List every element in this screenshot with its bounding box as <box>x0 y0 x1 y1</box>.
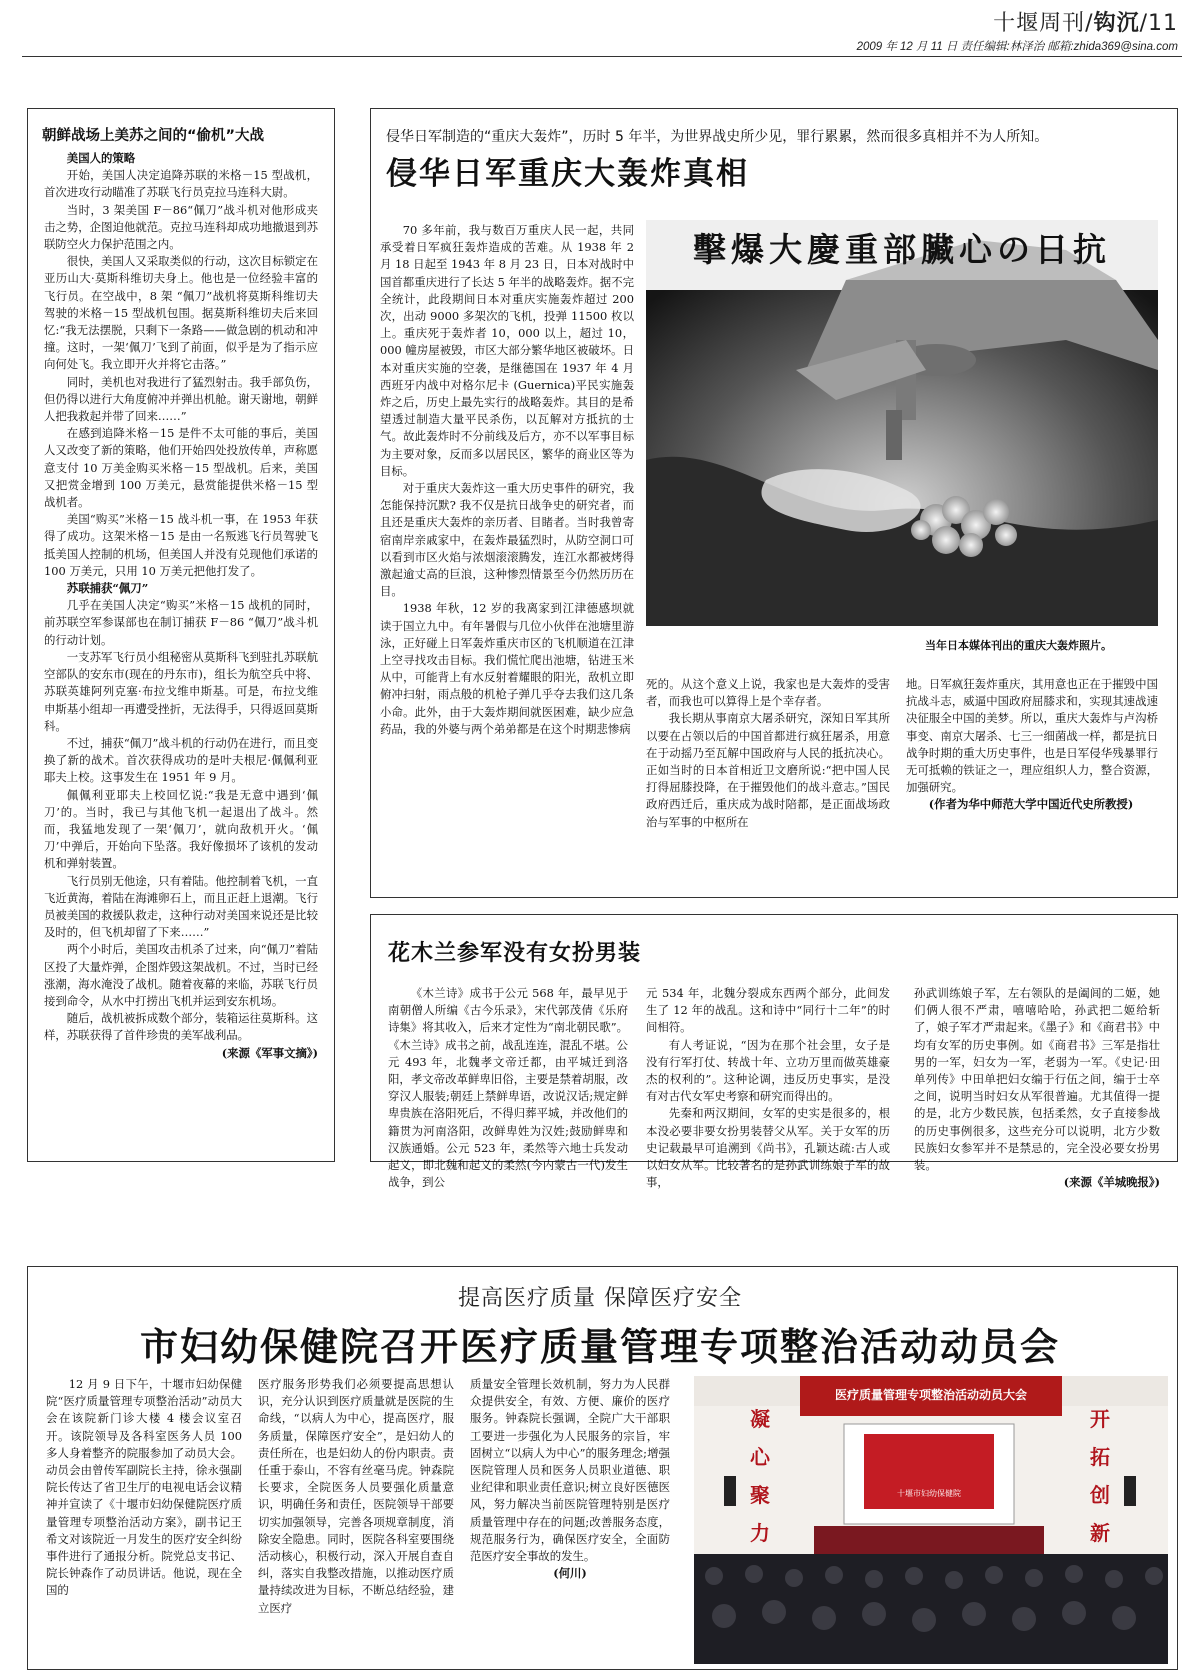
paragraph: 医疗服务形势我们必须要提高思想认识，充分认识到医疗质量就是医院的生命线，“以病人为中心，提高医疗，服务质量，保障医疗安全”，是妇幼人的责任所在，也是妇幼人的份内职责。责任重于泰山，不容有丝毫马虎。钟森院长要求，全院医务人员要强化质量意识，明确任务和责任，医院领导干部要切实加强领导，完善各项规章制度，消除安全隐患。同时，医院各科室要围绕活动核心，积极行动，深入开展自查自纠，落实自我整改措施，以推动医疗质量持续改进为目标，不断总结经验，建立医疗 <box>258 1377 454 1615</box>
hospital-subtitle: 提高医疗质量 保障医疗安全 <box>458 1286 742 1311</box>
hospital-col-2 <box>258 1376 454 1664</box>
chongqing-col-1 <box>380 222 634 882</box>
chongqing-col-2 <box>646 676 890 886</box>
paragraph: 当时，3 架美国 F－86“佩刀”战斗机对他形成夹击之势，企图迫他就范。克拉马连科却成功地撤退到苏联防空火力保护范围之内。 <box>44 202 318 252</box>
hospital-headline: 市妇幼保健院召开医疗质量管理专项整治活动动员会 <box>139 1324 1060 1369</box>
paragraph: 我长期从事南京大屠杀研究，深知日军其所以要在占领以后的中国首都进行疯狂屠杀，用意在于动摇乃至瓦解中国政府与人民的抵抗决心。正如当时的日本首相近卫文磨所说:“把中国人民打得屈膝投降，在于摧毁他们的战斗意志。”国民政府西迁后，重庆成为战时陪都，是正面战场政治与军事的中枢所在 <box>646 711 890 829</box>
paragraph: 佩佩利亚耶夫上校回忆说:“我是无意中遇到‘佩刀’的。当时，我已与其他飞机一起退出了战斗。然而，我猛地发现了一架‘佩刀’，就向敌机开火。‘佩刀’中弹后，开始向下坠落。我好像损坏了该机的发动机和弹射装置。 <box>44 787 318 871</box>
paragraph: 开始，美国人决定追降苏联的米格－15 型战机，首次进攻行动瞄准了苏联飞行员克拉马连科大尉。 <box>44 168 318 200</box>
left-article-body <box>44 150 318 1156</box>
meeting-photo <box>694 1376 1168 1664</box>
paragraph: 美国“购买”米格－15 战斗机一事，在 1953 年获得了成功。这架米格－15 是由一名叛逃飞行员驾驶飞抵美国人控制的机场，但美国人并没有兑现他们承诺的 100 万美元，只用 10 万美元把他打发了。 <box>44 512 318 578</box>
left-article-title: 朝鲜战场上美苏之间的“偷机”大战 <box>42 128 265 144</box>
page-header: 十堰周刊/钩沉/11 <box>993 11 1178 36</box>
paragraph: 12 月 9 日下午，十堰市妇幼保健院“医疗质量管理专项整治活动”动员大会在该院新门诊大楼 4 楼会议室召开。该院领导及各科室医务人员 100 多人身着整齐的院服参加了动员大会。动员会由曾传军副院长主持，徐永强副院长传达了省卫生厅的电视电话会议精神并宣读了《十堰市妇幼保健院医疗质量管理专项整治活动方案》，副书记王希文对该院近一月发生的医疗安全纠纷事件进行了通报分析。院党总支书记、院长钟森作了动员讲话。他说，现在全国的 <box>46 1377 242 1598</box>
mulan-col-1 <box>388 985 628 1190</box>
paragraph: 质量安全管理长效机制，努力为人民群众提供安全，有效、方便、廉价的医疗服务。钟森院长强调，全院广大干部职工要进一步强化为人民服务的宗旨，牢固树立“以病人为中心”的服务理念;增强医院管理人员和医务人员职业道德、职业纪律和职业责任意识;树立良好医德医风，努力解决当前医院管理特别是医疗质量管理中存在的问题;改善服务态度，规范服务行为，确保医疗安全，全面防范医疗安全事故的发生。 <box>470 1377 670 1564</box>
paragraph: 随后，战机被拆成数个部分，装箱运往莫斯科。这样，苏联获得了首件珍贵的美军战利品。 <box>44 1011 318 1043</box>
page-number: /11 <box>1139 11 1178 36</box>
paragraph: 对于重庆大轰炸这一重大历史事件的研究，我怎能保持沉默? 我不仅是抗日战争史的研究者，而且还是重庆大轰炸的亲历者、目睹者。当时我曾寄宿南岸亲戚家中，在轰炸最猛烈时，从防空洞口可以看到市区火焰与浓烟滚滚腾发，连江水都被烤得激起逾丈高的巨浪，这种惨烈情景至今仍然历历在目。 <box>380 481 634 599</box>
meeting-banner: 医疗质量管理专项整治活动动员大会 <box>834 1388 1027 1402</box>
article-headline: 侵华日军重庆大轰炸真相 <box>386 156 749 192</box>
author-credit: (作者为华中师范大学中国近代史所教授) <box>928 797 1134 812</box>
paragraph: 不过，捕获“佩刀”战斗机的行动仍在进行，而且变换了新的战术。首次获得成功的是叶夫根尼·佩佩利亚耶夫上校。这事发生在 1951 年 9 月。 <box>44 735 318 785</box>
article-lead: 侵华日军制造的“重庆大轰炸”，历时 5 年半，为世界战史所少见，罪行累累，然而很多真相并不为人所知。 <box>386 129 1049 145</box>
source-credit: (来源《羊城晚报》) <box>1063 1175 1160 1190</box>
paragraph: 飞行员别无他途，只有着陆。他控制着飞机，一直飞近黄海，着陆在海滩卵石上，而且正赶上退潮。飞行员被美国的救援队救走，这种行动对美国来说还是比较及时的，但飞机却留了下来……” <box>44 873 318 940</box>
paragraph: 孙武训练娘子军，左右领队的是阖闾的二姬，她们俩人很不严肃，嘻嘻哈哈，孙武把二姬给斩了，娘子军才严肃起来。《墨子》和《商君书》中均有女军的历史事例。如《商君书》三军是指壮男的一军，妇女为一军，老弱为一军。《史记·田单列传》中田单把妇女编于行伍之间，编于士卒之间，说明当时妇女从军很普遍。尤其值得一提的是，北方少数民族，包括柔然，女子直接参战的历史事例很多，这些充分可以说明，北方少数民族妇女参军并不是禁忌的，完全没必要女扮男装。 <box>914 986 1160 1173</box>
paragraph: 元 534 年，北魏分裂成东西两个部分，此间发生了 12 年的战乱。这和诗中“同行十二年”的时间相符。 <box>646 986 890 1035</box>
slogan-left: 凝心聚力 <box>750 1407 770 1545</box>
paragraph: 两个小时后，美国攻击机杀了过来，向“佩刀”着陆区投了大量炸弹，企图炸毁这架战机。不过，当时已经涨潮，海水淹没了战机。随着夜幕的来临，苏联飞行员接到命令，从水中打捞出飞机并运到安东机场。 <box>44 942 318 1008</box>
screen-text: 十堰市妇幼保健院 <box>897 1489 961 1498</box>
hospital-col-1 <box>46 1376 242 1664</box>
slogan-right: 开拓创新 <box>1090 1407 1110 1545</box>
poster-text: 擊爆大慶重部臟心の日抗 <box>693 230 1111 269</box>
paragraph: 有人考证说，“因为在那个社会里，女子是没有行军打仗、转战十年、立功万里而做英雄豪杰的权利的”。这种论调，违反历史事实，是没有对古代女军史考察和研究而得出的。 <box>646 1037 890 1104</box>
header-rule <box>22 56 1182 57</box>
section-title: 十堰周刊 <box>993 11 1086 36</box>
paragraph: 70 多年前，我与数百万重庆人民一起，共同承受着日军疯狂轰炸造成的苦难。从 1938 年 2 月 18 日起至 1943 年 8 月 23 日，日本对战时中国首都重庆进行了长达 5 年半的战略轰炸。据不完全统计，此段期间日本对重庆实施轰炸超过 200 次，出动 9000 多架次的飞机，投弹 11500 枚以上。重庆死于轰炸者 10，000 以上，超过 10，000 幢房屋被毁，市区大部分繁华地区被破坏。日本对重庆实施的空袭，是继德国在 1937 年 4 月西班牙内战中对格尔尼卡 (Guernica)平民实施轰炸之后，历史上最先实行的战略轰炸。其目的是希望透过制造大量平民杀伤，以瓦解对方抵抗的士气。故此轰炸时不分前线及后方，亦不以军事目标为主要对象，反而多以居民区，繁华的商业区等为目标。 <box>380 223 634 478</box>
column-name: 钩沉 <box>1093 11 1140 36</box>
date-editor-line: 2009 年 12 月 11 日 责任编辑:林泽治 邮箱:zhida369@sina.com <box>856 41 1178 53</box>
photo-caption: 当年日本媒体刊出的重庆大轰炸照片。 <box>925 639 1112 652</box>
paragraph: 一支苏军飞行员小组秘密从莫斯科飞到驻扎苏联航空部队的安东市(现在的丹东市)，组长为航空兵中将、苏联英雄阿列克塞·布拉戈维申斯基。可是，布拉戈维申斯基小组却一再遭受挫折，无法得手，只得返回莫斯科。 <box>44 649 318 733</box>
hospital-col-3 <box>470 1376 670 1664</box>
subheading: 苏联捕获“佩刀” <box>66 581 149 596</box>
subheading: 美国人的策略 <box>66 151 136 165</box>
paragraph: 1938 年秋，12 岁的我离家到江津德感坝就读于国立九中。有年暑假与几位小伙伴在池塘里游泳，正好碰上日军轰炸重庆市区的飞机顺道在江津上空寻找攻击目标。我们慌忙爬出池塘，钻进玉米从中，可能背上有水反射着耀眼的阳光，敌机立即俯冲扫射，雨点般的机枪子弹几乎夺去我们这几条小命。此外，由于大轰炸期间就医困难，缺少应急药品，我的外婆与两个弟弟都是在这个时期悲惨病 <box>380 601 634 736</box>
source-credit: (何川) <box>553 1566 587 1581</box>
mulan-headline: 花木兰参军没有女扮男装 <box>388 941 642 966</box>
paragraph: 很快，美国人又采取类似的行动，这次目标锁定在亚历山大·莫斯科维切夫身上。他也是一位经验丰富的飞行员。在空战中，8 架 “佩刀”战机将莫斯科维切夫驾驶的米格－15 型战机包围。据莫斯科维切夫后来回忆:“我无法摆脱，只剩下一条路——做急剧的机动和冲撞。这时，一架‘佩刀’飞到了前面，似乎是为了指示应向何处飞。我立即开火并将它击落。” <box>44 254 318 372</box>
paragraph: 死的。从这个意义上说，我家也是大轰炸的受害者，而我也可以算得上是个幸存者。 <box>646 677 890 709</box>
paragraph: 几乎在美国人决定“购买”米格－15 战机的同时，前苏联空军参谋部也在制订捕获 F－86 “佩刀”战斗机的行动计划。 <box>44 598 318 647</box>
paragraph: 同时，美机也对我进行了猛烈射击。我手部负伤，但仍得以进行大角度俯冲并弹出机舱。谢天谢地，朝鲜人把我救起并带了回来……” <box>44 374 318 424</box>
bombing-photo <box>646 220 1158 626</box>
source-credit: (来源《军事文摘》) <box>221 1045 318 1060</box>
paragraph: 《木兰诗》成书于公元 568 年，最早见于南朝僧人所编《古今乐录》，宋代郭茂倩《乐府诗集》将其收入，后来才定性为“南北朝民歌”。《木兰诗》成书之前，战乱连连，混乱不堪。公元 493 年，北魏孝文帝迁都，由平城迁到洛阳，孝文帝改革鲜卑旧俗，主要是禁着胡服，改穿汉人服装;朝廷上禁鲜卑语，改说汉话;规定鲜卑贵族在洛阳死后，不得归葬平城，并改他们的籍贯为河南洛阳，改鲜卑姓为汉姓;鼓励鲜卑和汉族通婚。公元 523 年，柔然等六地士兵发动起义，即北魏和起义的柔然(今内蒙古一代)发生战争，到公 <box>388 986 628 1190</box>
paragraph: 在感到追降米格－15 是件不太可能的事后，美国人又改变了新的策略，他们开始四处投放传单，声称愿意支付 10 万美金购买米格－15 型战机。后来，美国又把赏金增到 100 万美元，悬赏能提供米格－15 型战机者。 <box>44 426 318 510</box>
mulan-col-3 <box>914 985 1160 1190</box>
paragraph: 先秦和两汉期间，女军的史实是很多的，根本没必要非要女扮男装替父从军。关于女军的历史记载最早可追溯到《尚书》，孔颖达疏:古人或以妇女从军。比较著名的是孙武训练娘子军的故事， <box>646 1106 890 1190</box>
chongqing-col-3 <box>906 676 1158 886</box>
mulan-col-2 <box>646 985 890 1190</box>
paragraph: 地。日军疯狂轰炸重庆，其用意也正在于摧毁中国抗战斗志，威逼中国政府屈膝求和，实现其速战速决征服全中国的美梦。所以，重庆大轰炸与卢沟桥事变、南京大屠杀、七三一细菌战一样，都是抗日战争时期的重大历史事件，也是日军侵华残暴罪行无可抵赖的铁证之一，理应组织人力，整合资源，加强研究。 <box>906 677 1158 795</box>
